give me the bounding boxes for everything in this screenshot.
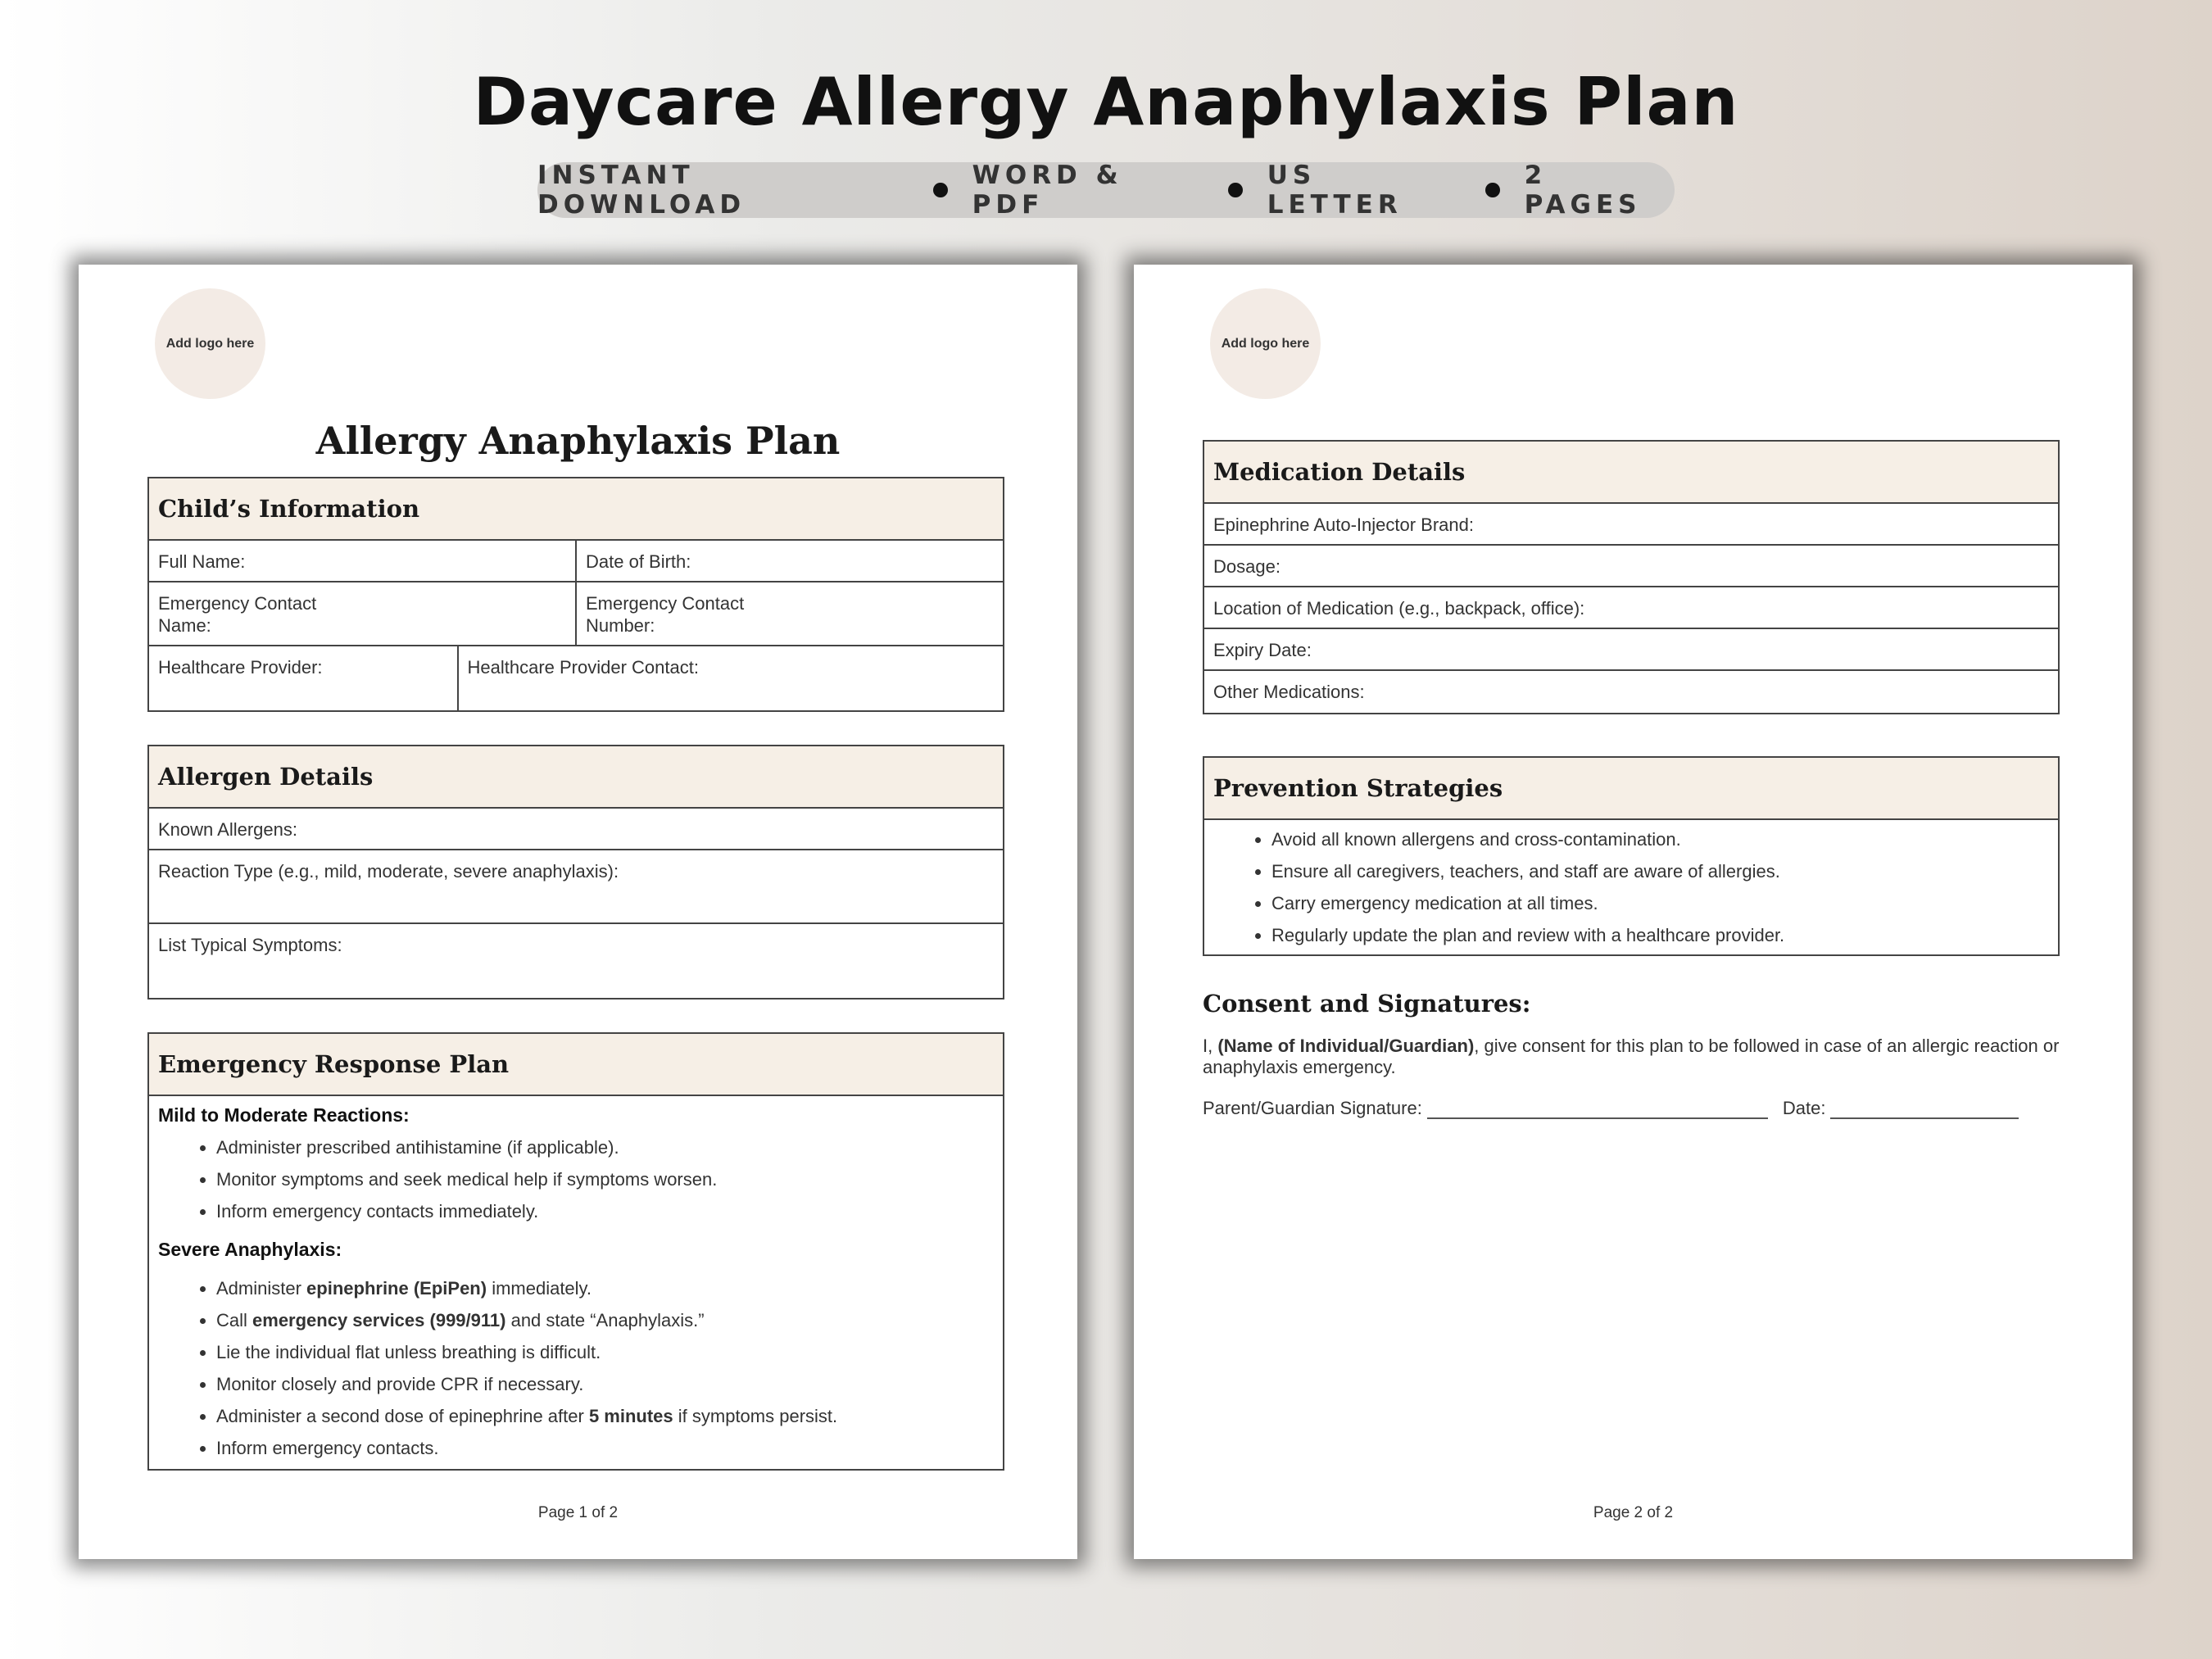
tag-pages: 2 PAGES bbox=[1524, 161, 1642, 220]
severe-anaphylaxis-list bbox=[158, 1272, 994, 1464]
logo-placeholder: Add logo here bbox=[155, 288, 265, 399]
bullet-dot-icon bbox=[1485, 183, 1500, 197]
list-item: • Administer a second dose of epinephrine after 5 minutes if symptoms persist. bbox=[216, 1400, 994, 1432]
healthcare-provider-field[interactable]: Healthcare Provider: bbox=[158, 657, 323, 678]
mild-reactions-list bbox=[158, 1131, 994, 1227]
document-page-1 bbox=[79, 265, 1077, 1559]
banner-title: Daycare Allergy Anaphylaxis Plan bbox=[473, 64, 1739, 140]
known-allergens-field[interactable]: Known Allergens: bbox=[158, 819, 297, 840]
auto-injector-brand-field[interactable]: Epinephrine Auto-Injector Brand: bbox=[1213, 514, 1474, 535]
signature-field[interactable] bbox=[1427, 1101, 1768, 1119]
page-number: Page 2 of 2 bbox=[1593, 1504, 1674, 1521]
list-item: • Avoid all known allergens and cross-contamination. bbox=[1271, 823, 2049, 855]
list-item: • Inform emergency contacts immediately. bbox=[216, 1195, 994, 1227]
date-of-birth-field[interactable]: Date of Birth: bbox=[575, 541, 1003, 581]
prevention-strategies-section bbox=[1203, 756, 2060, 956]
list-item: • Administer epinephrine (EpiPen) immediately. bbox=[216, 1272, 994, 1304]
feature-tags bbox=[537, 162, 1675, 218]
dosage-field[interactable]: Dosage: bbox=[1213, 556, 1281, 577]
list-item: • Regularly update the plan and review with a healthcare provider. bbox=[1271, 919, 2049, 951]
list-item: • Monitor closely and provide CPR if necessary. bbox=[216, 1368, 994, 1400]
tag-instant-download: INSTANT DOWNLOAD bbox=[537, 161, 746, 220]
list-item: • Inform emergency contacts. bbox=[216, 1432, 994, 1464]
medication-location-field[interactable]: Location of Medication (e.g., backpack, office): bbox=[1213, 598, 1585, 619]
date-label: Date: bbox=[1782, 1098, 1826, 1118]
section-heading: Medication Details bbox=[1204, 442, 2058, 504]
severe-anaphylaxis-heading: Severe Anaphylaxis: bbox=[158, 1239, 342, 1260]
section-heading: Child’s Information bbox=[149, 478, 1003, 541]
emergency-contact-name-field[interactable]: Emergency Contact Name: bbox=[158, 593, 317, 636]
list-item: • Administer prescribed antihistamine (if applicable). bbox=[216, 1131, 994, 1163]
healthcare-provider-contact-field[interactable]: Healthcare Provider Contact: bbox=[457, 646, 1004, 710]
mild-reactions-heading: Mild to Moderate Reactions: bbox=[158, 1104, 410, 1126]
signature-row bbox=[1203, 1098, 2019, 1119]
emergency-response-section bbox=[147, 1032, 1004, 1471]
list-item: • Ensure all caregivers, teachers, and staff are aware of allergies. bbox=[1271, 855, 2049, 887]
bullet-dot-icon bbox=[933, 183, 948, 197]
tag-us-letter: US LETTER bbox=[1267, 161, 1403, 220]
list-item: • Lie the individual flat unless breathing is difficult. bbox=[216, 1336, 994, 1368]
prevention-list bbox=[1213, 823, 2049, 951]
child-information-section bbox=[147, 477, 1004, 712]
emergency-contact-number-field[interactable]: Emergency Contact Number: bbox=[575, 582, 1003, 645]
section-heading: Emergency Response Plan bbox=[149, 1034, 1003, 1096]
list-item: • Carry emergency medication at all times. bbox=[1271, 887, 2049, 919]
bullet-dot-icon bbox=[1228, 183, 1243, 197]
section-heading: Prevention Strategies bbox=[1204, 758, 2058, 820]
logo-placeholder: Add logo here bbox=[1210, 288, 1321, 399]
list-item: • Monitor symptoms and seek medical help if symptoms worsen. bbox=[216, 1163, 994, 1195]
full-name-field[interactable]: Full Name: bbox=[158, 551, 246, 572]
signature-label: Parent/Guardian Signature: bbox=[1203, 1098, 1422, 1118]
page-number: Page 1 of 2 bbox=[537, 1504, 619, 1521]
document-page-2 bbox=[1134, 265, 2133, 1559]
other-medications-field[interactable]: Other Medications: bbox=[1213, 682, 1365, 702]
tag-word-pdf: WORD & PDF bbox=[972, 161, 1123, 220]
document-title: Allergy Anaphylaxis Plan bbox=[315, 419, 841, 463]
consent-heading: Consent and Signatures: bbox=[1203, 990, 1531, 1018]
section-heading: Allergen Details bbox=[149, 746, 1003, 809]
reaction-type-field[interactable]: Reaction Type (e.g., mild, moderate, severe anaphylaxis): bbox=[158, 861, 619, 882]
expiry-date-field[interactable]: Expiry Date: bbox=[1213, 640, 1312, 660]
list-item: • Call emergency services (999/911) and state “Anaphylaxis.” bbox=[216, 1304, 994, 1336]
date-field[interactable] bbox=[1830, 1101, 2019, 1119]
typical-symptoms-field[interactable]: List Typical Symptoms: bbox=[158, 935, 342, 955]
allergen-details-section bbox=[147, 745, 1004, 999]
consent-statement: I, (Name of Individual/Guardian), give consent for this plan to be followed in case of an allergic reaction or anaphylaxis emergency. bbox=[1203, 1036, 2060, 1077]
medication-details-section bbox=[1203, 440, 2060, 714]
